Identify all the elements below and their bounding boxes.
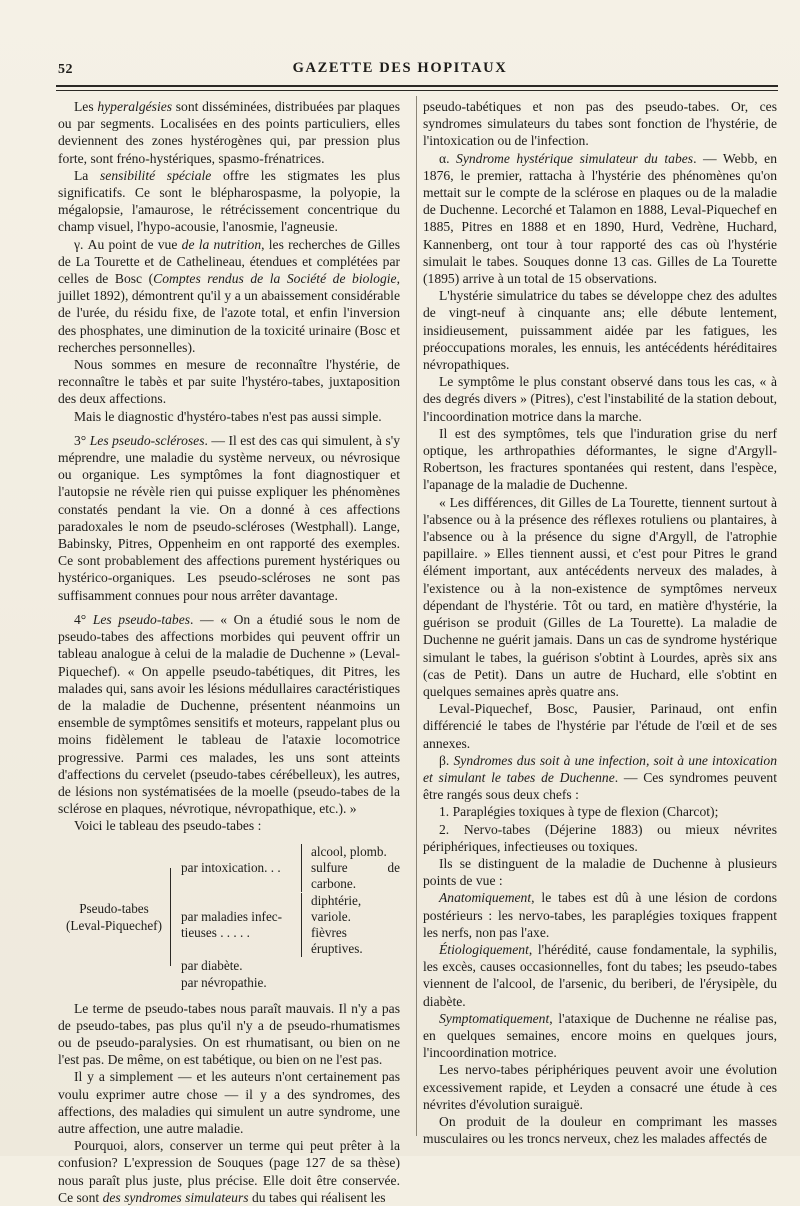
right-column [423,98,777,1147]
paragraph-continuation: pseudo-tabétiques et non pas des pseudo-tabes. Or, ces syndromes simulateurs du tabes sont fonction de l'hystérie, de l'intoxication ou de l'infection. [423,99,777,149]
column-divider [416,96,417,1136]
paragraph-distinguent: Ils se distinguent de la maladie de Duchenne à plusieurs points de vue : [423,855,777,889]
table-rows [181,843,400,992]
paragraph-terme-mauvais: Le terme de pseudo-tabes nous paraît mauvais. Il n'y a pas de pseudo-tabes, pas plus qu'il n'y a de pseudo-rhumatismes ou de pseudo-paralysies. On est rhumatisant, ou bien on ne l'est pas. De même, on est tabétique, ou bien on ne l'est pas. [58,1000,400,1068]
paragraph-leval-piquechef: Leval-Piquechef, Bosc, Pausier, Parinaud, ont enfin différencié le tabes de l'hystérie par l'étude de l'œil et de ses annexes. [423,701,777,751]
paragraph-symptome-constant: Le symptôme le plus constant observé dans tous les cas, « à des degrés divers » (Pitres), c'est l'instabilité de la station debout, l'incoordination motrice dans la marche. [423,374,777,424]
paragraph-symptomes-duchenne: Il est des symptômes, tels que l'induration grise du nerf optique, les arthropathies déformantes, le signe d'Argyll-Robertson, les fractures spontanées qui restent, dans l'espèce, l'apanage de la maladie de Duchenne. [423,425,777,493]
table-row: par névropathie. [181,974,267,990]
table-left-label: Pseudo-tabes (Leval-Piquechef) [66,901,162,934]
paragraph-syndromes-infection: β. Syndromes dus soit à une infection, soit à une intoxication et simulant le tabes de Duchenne. — Ces syndromes peuvent être rangés sous deux chefs : [423,752,777,803]
paragraph-il-y-a-simplement: Il y a simplement — et les auteurs n'ont certainement pas voulu exprimer autre chose — il y a des syndromes, des affections, des maladies qui simulent un autre syndrome, une autre affection, une autre maladie. [58,1069,400,1136]
paragraph-hysterie-simulatrice: L'hystérie simulatrice du tabes se développe chez des adultes de vingt-neuf à cinquante ans; elle débute lentement, insidieusement, puissamment aidée par les fatigues, les préoccupations morales, les ennuis, les antécédents héréditaires névropathiques. [423,288,777,373]
table-main-brace [170,868,177,966]
paragraph-douleur: On produit de la douleur en comprimant les masses musculaires ou les troncs nerveux, chez les malades affectés de [423,1113,777,1147]
paragraph-sensibilite-speciale: La sensibilité spéciale offre les stigmates les plus significatifs. Ce sont le blépharospasme, la polyopie, la mégalopsie, l'amaurose, le rétrécissement concentrique du champ visuel, l'hypo-acousie, l'anosmie, l'agneusie. [58,167,400,235]
paragraph-pseudo-scleroses: 3° Les pseudo-scléroses. — Il est des cas qui simulent, à s'y méprendre, une maladie du système nerveux, ou névrosique ou organique. Les symptômes la font diagnostiquer et l'autopsie ne révèle rien qui puisse expliquer les phénomènes constatés pendant la vie. On a donné à ces affections paradoxales le nom de pseudo-scléroses (Westphall). Lange, Babinsky, Pitres, Oppenheim en ont rapporté des exemples. Ce sont probablement des affections purement hystériques ou hystérico-organiques. Les pseudo-scléroses ne sont pas suffisamment connues pour nous arrêter davantage. [58,432,400,603]
list-item: 1. Paraplégies toxiques à type de flexion (Charcot); [439,804,719,820]
paragraph-nervo-tabes: Les nervo-tabes périphériques peuvent avoir une évolution excessivement rapide, et Leyden a consacré une étude à ces névrites d'évolution suraiguë. [423,1062,777,1112]
paragraph-hyperalgesies: Les hyperalgésies sont disséminées, distribuées par plaques ou par segments. Localisées en des points particuliers, elles deviennent des zones hystérogènes qui, par pression plus forte, sont fréno-hystériques, spasmo-frénatrices. [58,99,400,166]
header-rule-thin [56,90,778,91]
table-row: par intoxication. . . alcool, plomb. sulfure de carbone. [181,843,400,891]
page-number: 52 [58,62,73,77]
list-item: 2. Nervo-tabes (Déjerine 1883) ou mieux névrites périphériques, infectieuses ou toxiques. [423,821,777,854]
paragraph-pourquoi: Pourquoi, alors, conserver un terme qui peut prêter à la confusion? L'expression de Souques (page 127 de sa thèse) nous paraît plus juste, plus précise. Elle doit être conservée. Ce sont des syndromes simulateurs du tabes qui réalisent les [58,1138,400,1205]
paragraph-syndrome-hysterique: α. Syndrome hystérique simulateur du tabes. — Webb, en 1876, le premier, rattacha à l'hystérie des phénomènes qu'on mettait sur le compte de la sclérose en plaques ou de la maladie de Duchenne. Lecorché et Talamon en 1888, Leval-Piquechef en 1885, Pitres en 1888 et en 1890, Hurd, Vedrène, Huchard, Kannenberg, ont tour à tour rapporté des cas où l'hystérie simulait le tabes. Souques donne 13 cas. Gilles de La Tourette (1895) arrive à un total de 15 observations. [423,150,777,287]
paragraph-diagnostic: Mais le diagnostic d'hystéro-tabes n'est pas aussi simple. [74,408,382,424]
paragraph-nutrition: γ. Au point de vue de la nutrition, les recherches de Gilles de La Tourette et de Cathelineau, étendues et complétées par celles de Bosc (Comptes rendus de la Société de biologie, juillet 1892), démontrent qu'il y a un abaissement considérable de l'urée, du résidu fixe, de l'azote total, et enfin l'inversion des phosphates, une diminution de la toxicité urinaire (Bosc et recherches personnelles). [58,236,400,355]
paragraph-etiologiquement: Étiologiquement, l'hérédité, cause fondamentale, la syphilis, les excès, causes occasionnelles, font du tabes; les pseudo-tabes viennent de l'alcool, de l'arsenic, du beriberi, de l'érysipèle, du diabète. [423,941,777,1009]
paragraph-symptomatiquement: Symptomatiquement, l'ataxique de Duchenne ne réalise pas, en quelques semaines, encore moins en quelques jours, l'incoordination motrice. [423,1010,777,1061]
pseudo-tabes-table [58,843,400,992]
paragraph-voici-tableau: Voici le tableau des pseudo-tabes : [74,818,262,834]
left-column [58,98,400,1206]
paragraph-anatomiquement: Anatomiquement, le tabes est dû à une lésion de cordons postérieurs : les nervo-tabes, les paraplégies toxiques frappent les nerfs, non pas l'axe. [423,890,777,940]
table-row: par maladies infec- tieuses . . . . . diphtérie, variole. fièvres éruptives. [181,892,363,956]
table-row: par diabète. [181,957,243,973]
paragraph-pseudo-tabes: 4° Les pseudo-tabes. — « On a étudié sous le nom de pseudo-tabes des affections morbides qui peuvent offrir un tableau analogue à celui de la maladie de Duchenne » (Leval-Piquechef). « On appelle pseudo-tabétiques, dit Pitres, les malades qui, sans avoir les lésions médullaires caractéristiques de la maladie de Duchenne, présentent néanmoins un ensemble de symptômes sensitifs et moteurs, rappelant plus ou moins fidèlement le tableau de l'ataxie locomotrice progressive. Parmi ces malades, les uns sont atteints d'affections du cervelet (pseudo-tabes cérébelleux), les autres, de lésions non systématisées de la moelle (pseudo-tabes de la sclérose en plaques, névrotique, névropathique, etc.). » [58,611,400,817]
running-title: GAZETTE DES HOPITAUX [292,60,508,76]
paragraph-reconnaitre: Nous sommes en mesure de reconnaître l'hystérie, de reconnaître le tabès et par suite l'hystéro-tabes, juxtaposition des deux affections. [58,357,400,407]
paragraph-differences: « Les différences, dit Gilles de La Tourette, tiennent surtout à l'absence ou à la présence des réflexes rotuliens ou plantaires, à l'absence ou à la présence du signe d'Argyll, de l'atrophie papillaire. » Elles tiennent aussi, et c'est pour Pitres le grand élément important, aux antécédents nerveux des malades, à l'existence ou à la non-existence de symptômes nerveux dépendant de l'hystérie. Tôt ou tard, en matière d'hystérie, la guérison se produit (Gilles de La Tourette). La maladie de Duchenne ne guérit jamais. Dans un cas de syndrome hystérique simulant le tabes, la guérison s'obtint à Lourdes, après six ans (cas de Petit). Dans un autre de Huchard, elle s'obtint en quelques semaines après quatre ans. [423,494,777,699]
header-rule-thick [56,85,778,87]
